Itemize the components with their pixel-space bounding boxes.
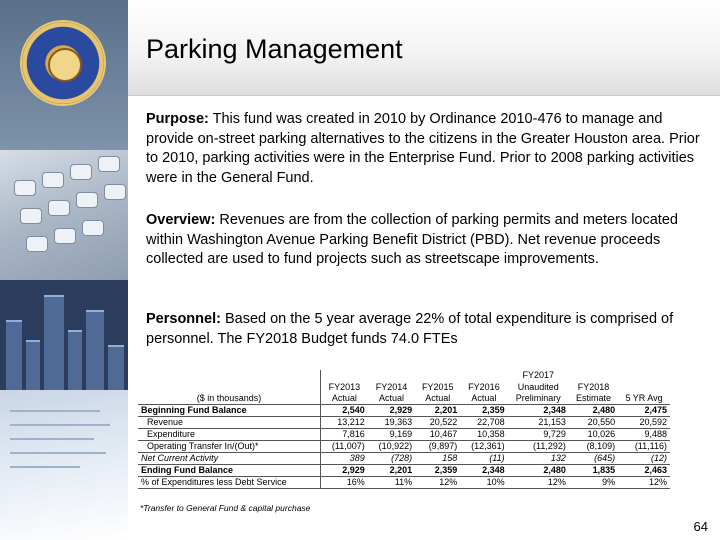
header-col: Actual: [425, 393, 451, 404]
row-label: Operating Transfer In/(Out)*: [138, 441, 321, 453]
cell: (9,897): [415, 441, 460, 453]
city-skyline-image: [0, 280, 128, 390]
header-col: Preliminary: [515, 393, 561, 404]
cell: 2,348: [508, 405, 569, 417]
units-label: ($ in thousands): [196, 393, 262, 404]
fund-summary-table: [138, 370, 670, 489]
cell: 13,212: [321, 417, 368, 429]
purpose-paragraph: [146, 110, 706, 188]
cell: 9,729: [508, 429, 569, 441]
header-row-mid: [138, 382, 670, 394]
cell: 9%: [569, 477, 618, 489]
header-col: FY2016: [468, 381, 500, 392]
overview-paragraph: [146, 211, 706, 270]
header-col: Estimate: [575, 393, 611, 404]
calculator-image: [0, 150, 128, 280]
table-footnote: *Transfer to General Fund & capital purchase: [140, 503, 311, 513]
cell: 9,169: [368, 429, 415, 441]
cell: (11,116): [618, 441, 670, 453]
cell: 19,363: [368, 417, 415, 429]
city-seal-icon: [20, 20, 106, 106]
header-col: FY2018: [577, 381, 610, 392]
cell: 16%: [321, 477, 368, 489]
cell: 7,816: [321, 429, 368, 441]
header-col: FY2014: [375, 381, 408, 392]
cell: 2,929: [368, 405, 415, 417]
cell: 2,359: [460, 405, 507, 417]
table-row: [138, 405, 670, 417]
header-fy2017: FY2017: [522, 370, 555, 381]
cell: 158: [415, 453, 460, 465]
seal-center: [48, 48, 82, 82]
header-col: FY2015: [421, 381, 454, 392]
purpose-text: This fund was created in 2010 by Ordinance 2010-476 to manage and provide on-street parking alternatives to the citizens in the Greater Houston area. Prior to 2010, parking activities were in the Enterprise Fund. Prior to 2008 parking activities were in the General Fund.: [146, 111, 700, 186]
cell: 2,359: [415, 465, 460, 477]
cell: 22,708: [460, 417, 507, 429]
cell: 10,026: [569, 429, 618, 441]
cell: (12,361): [460, 441, 507, 453]
cell: 2,463: [618, 465, 670, 477]
row-label: Net Current Activity: [138, 453, 321, 465]
cell: 9,488: [618, 429, 670, 441]
row-label: % of Expenditures less Debt Service: [138, 477, 321, 489]
cell: (728): [368, 453, 415, 465]
table-row: [138, 441, 670, 453]
header-row-top: [138, 370, 670, 382]
overview-label: Overview:: [146, 212, 216, 228]
row-label: Expenditure: [138, 429, 321, 441]
header-col: Actual: [321, 393, 368, 405]
overview-text: Revenues are from the collection of parking permits and meters located within Washington Avenue Parking Benefit District (PBD). Net revenue proceeds collected are used to fund projects such as streetscape improvements.: [146, 212, 678, 267]
financial-document-image: [0, 390, 128, 540]
cell: (11,292): [508, 441, 569, 453]
row-label: Beginning Fund Balance: [138, 405, 321, 417]
table-row: [138, 429, 670, 441]
cell: (11): [460, 453, 507, 465]
cell: 2,348: [460, 465, 507, 477]
cell: 2,540: [321, 405, 368, 417]
table-row: [138, 417, 670, 429]
cell: 2,201: [368, 465, 415, 477]
cell: 132: [508, 453, 569, 465]
personnel-paragraph: [146, 310, 706, 349]
personnel-text: Based on the 5 year average 22% of total expenditure is comprised of personnel. The FY2018 Budget funds 74.0 FTEs: [146, 311, 674, 347]
cell: 12%: [618, 477, 670, 489]
cell: 11%: [368, 477, 415, 489]
cell: 2,475: [618, 405, 670, 417]
left-decorative-panel: [0, 0, 128, 540]
cell: 10,358: [460, 429, 507, 441]
purpose-label: Purpose:: [146, 111, 209, 127]
cell: 21,153: [508, 417, 569, 429]
header-row-bottom: [138, 393, 670, 405]
cell: 12%: [415, 477, 460, 489]
cell: (645): [569, 453, 618, 465]
header-col: Actual: [378, 393, 404, 404]
table-row: [138, 477, 670, 489]
cell: (11,007): [321, 441, 368, 453]
header-col: FY2013: [321, 382, 368, 394]
cell: (10,922): [368, 441, 415, 453]
cell: 389: [321, 453, 368, 465]
cell: 10,467: [415, 429, 460, 441]
cell: 2,201: [415, 405, 460, 417]
cell: 20,550: [569, 417, 618, 429]
page-number: 64: [693, 519, 708, 534]
slide-title: Parking Management: [146, 34, 403, 64]
header-col: Actual: [471, 393, 497, 404]
table-row: [138, 465, 670, 477]
cell: 2,480: [569, 405, 618, 417]
row-label: Ending Fund Balance: [138, 465, 321, 477]
cell: 2,480: [508, 465, 569, 477]
table-row: [138, 453, 670, 465]
cell: (12): [618, 453, 670, 465]
row-label: Revenue: [138, 417, 321, 429]
cell: 20,592: [618, 417, 670, 429]
cell: 10%: [460, 477, 507, 489]
cell: 12%: [508, 477, 569, 489]
header-col: Unaudited: [517, 381, 559, 392]
cell: 20,522: [415, 417, 460, 429]
cell: 2,929: [321, 465, 368, 477]
personnel-label: Personnel:: [146, 311, 221, 327]
header-col: 5 YR Avg: [625, 393, 663, 404]
cell: (8,109): [569, 441, 618, 453]
cell: 1,835: [569, 465, 618, 477]
